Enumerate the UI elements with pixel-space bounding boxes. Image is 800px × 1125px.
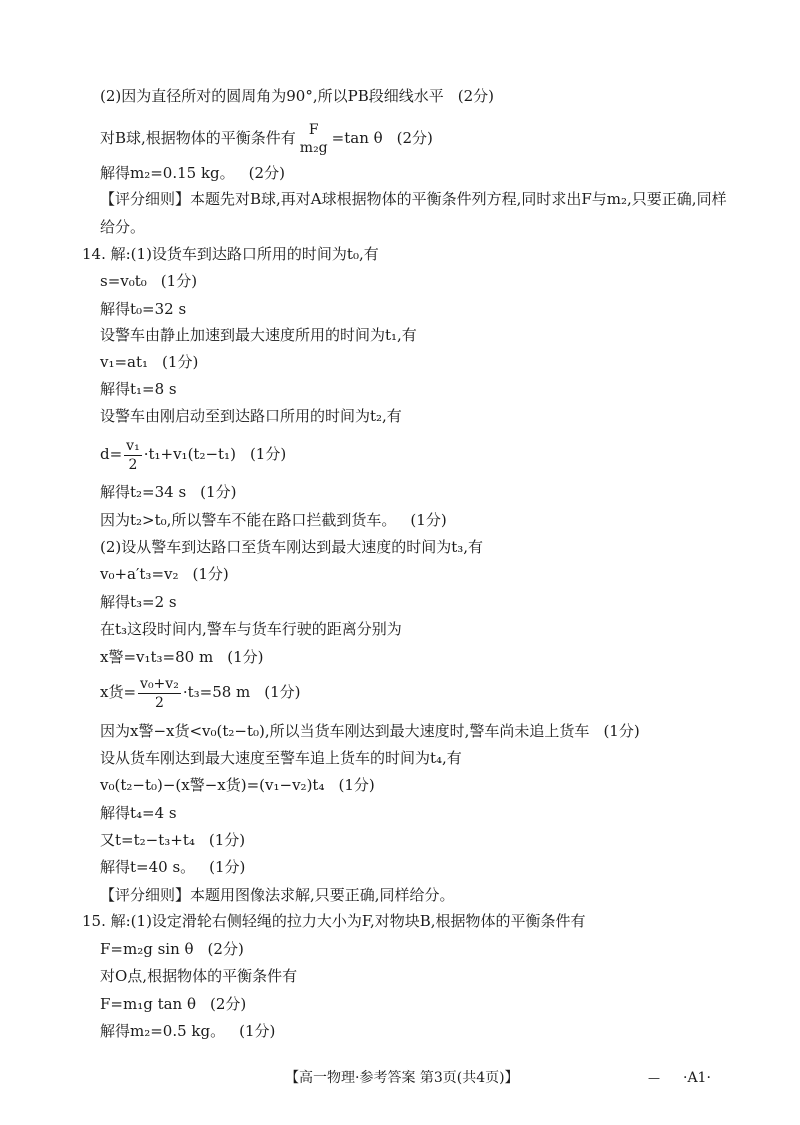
line-conclusion-1: 因为t₂>t₀,所以警车不能在路口拦截到货车。 (1分): [100, 511, 447, 529]
line-t4-result: 解得t₄=4 s: [100, 804, 177, 822]
line-t3-result: 解得t₃=2 s: [100, 593, 177, 611]
fraction-v0v2-over-2: $\frac{\text{v₀+v₂}}{2}$: [140, 675, 179, 711]
line-m2-result: 解得m₂=0.15 kg。 (2分): [100, 164, 285, 182]
line-t0-result: 解得t₀=32 s: [100, 300, 187, 318]
line-not-caught: 因为x警−x货<v₀(t₂−t₀),所以当货车刚达到最大速度时,警车尚未追上货车 (1分): [100, 722, 640, 740]
problem-15-heading: 15. 解:(1)设定滑轮右侧轻绳的拉力大小为F,对物块B,根据物体的平衡条件有: [82, 912, 586, 930]
line-b-balance: 对B球,根据物体的平衡条件有 F m₂g =tan θ (2分): [100, 122, 433, 156]
page-footer: [0, 1068, 800, 1088]
line-t1-setup: 设警车由静止加速到最大速度所用的时间为t₁,有: [100, 326, 417, 344]
line-o-point: 对O点,根据物体的平衡条件有: [100, 967, 298, 985]
line-f-m2g: F=m₂g sin θ (2分): [100, 940, 244, 958]
line-v2-eq: v₀+a′t₃=v₂ (1分): [100, 565, 229, 583]
line-t1-result: 解得t₁=8 s: [100, 380, 177, 398]
line-s-eq: s=v₀t₀ (1分): [100, 272, 198, 290]
line-m2-final: 解得m₂=0.5 kg。 (1分): [100, 1022, 276, 1040]
line-t-result: 解得t=40 s。 (1分): [100, 858, 246, 876]
line-2-pb-horizontal: (2)因为直径所对的圆周角为90°,所以PB段细线水平 (2分): [100, 87, 494, 105]
scoring-note-14: 【评分细则】本题用图像法求解,只要正确,同样给分。: [100, 886, 455, 904]
line-t4-setup: 设从货车刚达到最大速度至警车追上货车的时间为t₄,有: [100, 749, 462, 767]
line-x-truck: x货= $\frac{\text{v₀+v₂}}{2}$ ·t₃=58 m (1分): [100, 675, 301, 711]
line-t2-result: 解得t₂=34 s (1分): [100, 483, 237, 501]
line-distance-intro: 在t₃这段时间内,警车与货车行驶的距离分别为: [100, 620, 402, 638]
fraction-v1-over-2: $\frac{\text{v₁}}{2}$: [126, 437, 140, 473]
line-t4-eq: v₀(t₂−t₀)−(x警−x货)=(v₁−v₂)t₄ (1分): [100, 776, 375, 794]
fraction-f-over-m2g: F m₂g: [299, 122, 328, 156]
line-f-m1g: F=m₁g tan θ (2分): [100, 995, 247, 1013]
scoring-note-13: 【评分细则】本题先对B球,再对A球根据物体的平衡条件列方程,同时求出F与m₂,只要正确,同样给分。: [100, 190, 727, 236]
line-d-equation: d= $\frac{\text{v₁}}{2}$ ·t₁+v₁(t₂−t₁) (1分): [100, 437, 287, 473]
line-total-t-eq: 又t=t₂−t₃+t₄ (1分): [100, 831, 246, 849]
line-x-police: x警=v₁t₃=80 m (1分): [100, 648, 264, 666]
line-v1-eq: v₁=at₁ (1分): [100, 353, 199, 371]
line-t3-setup: (2)设从警车到达路口至货车刚达到最大速度的时间为t₃,有: [100, 538, 484, 556]
footer-title: 【高一物理·参考答案 第3页(共4页)】: [285, 1070, 519, 1086]
problem-14-heading: 14. 解:(1)设货车到达路口所用的时间为t₀,有: [82, 245, 379, 263]
footer-mark: —: [648, 1071, 660, 1085]
line-t2-setup: 设警车由刚启动至到达路口所用的时间为t₂,有: [100, 407, 402, 425]
footer-code: ·A1·: [683, 1070, 711, 1086]
